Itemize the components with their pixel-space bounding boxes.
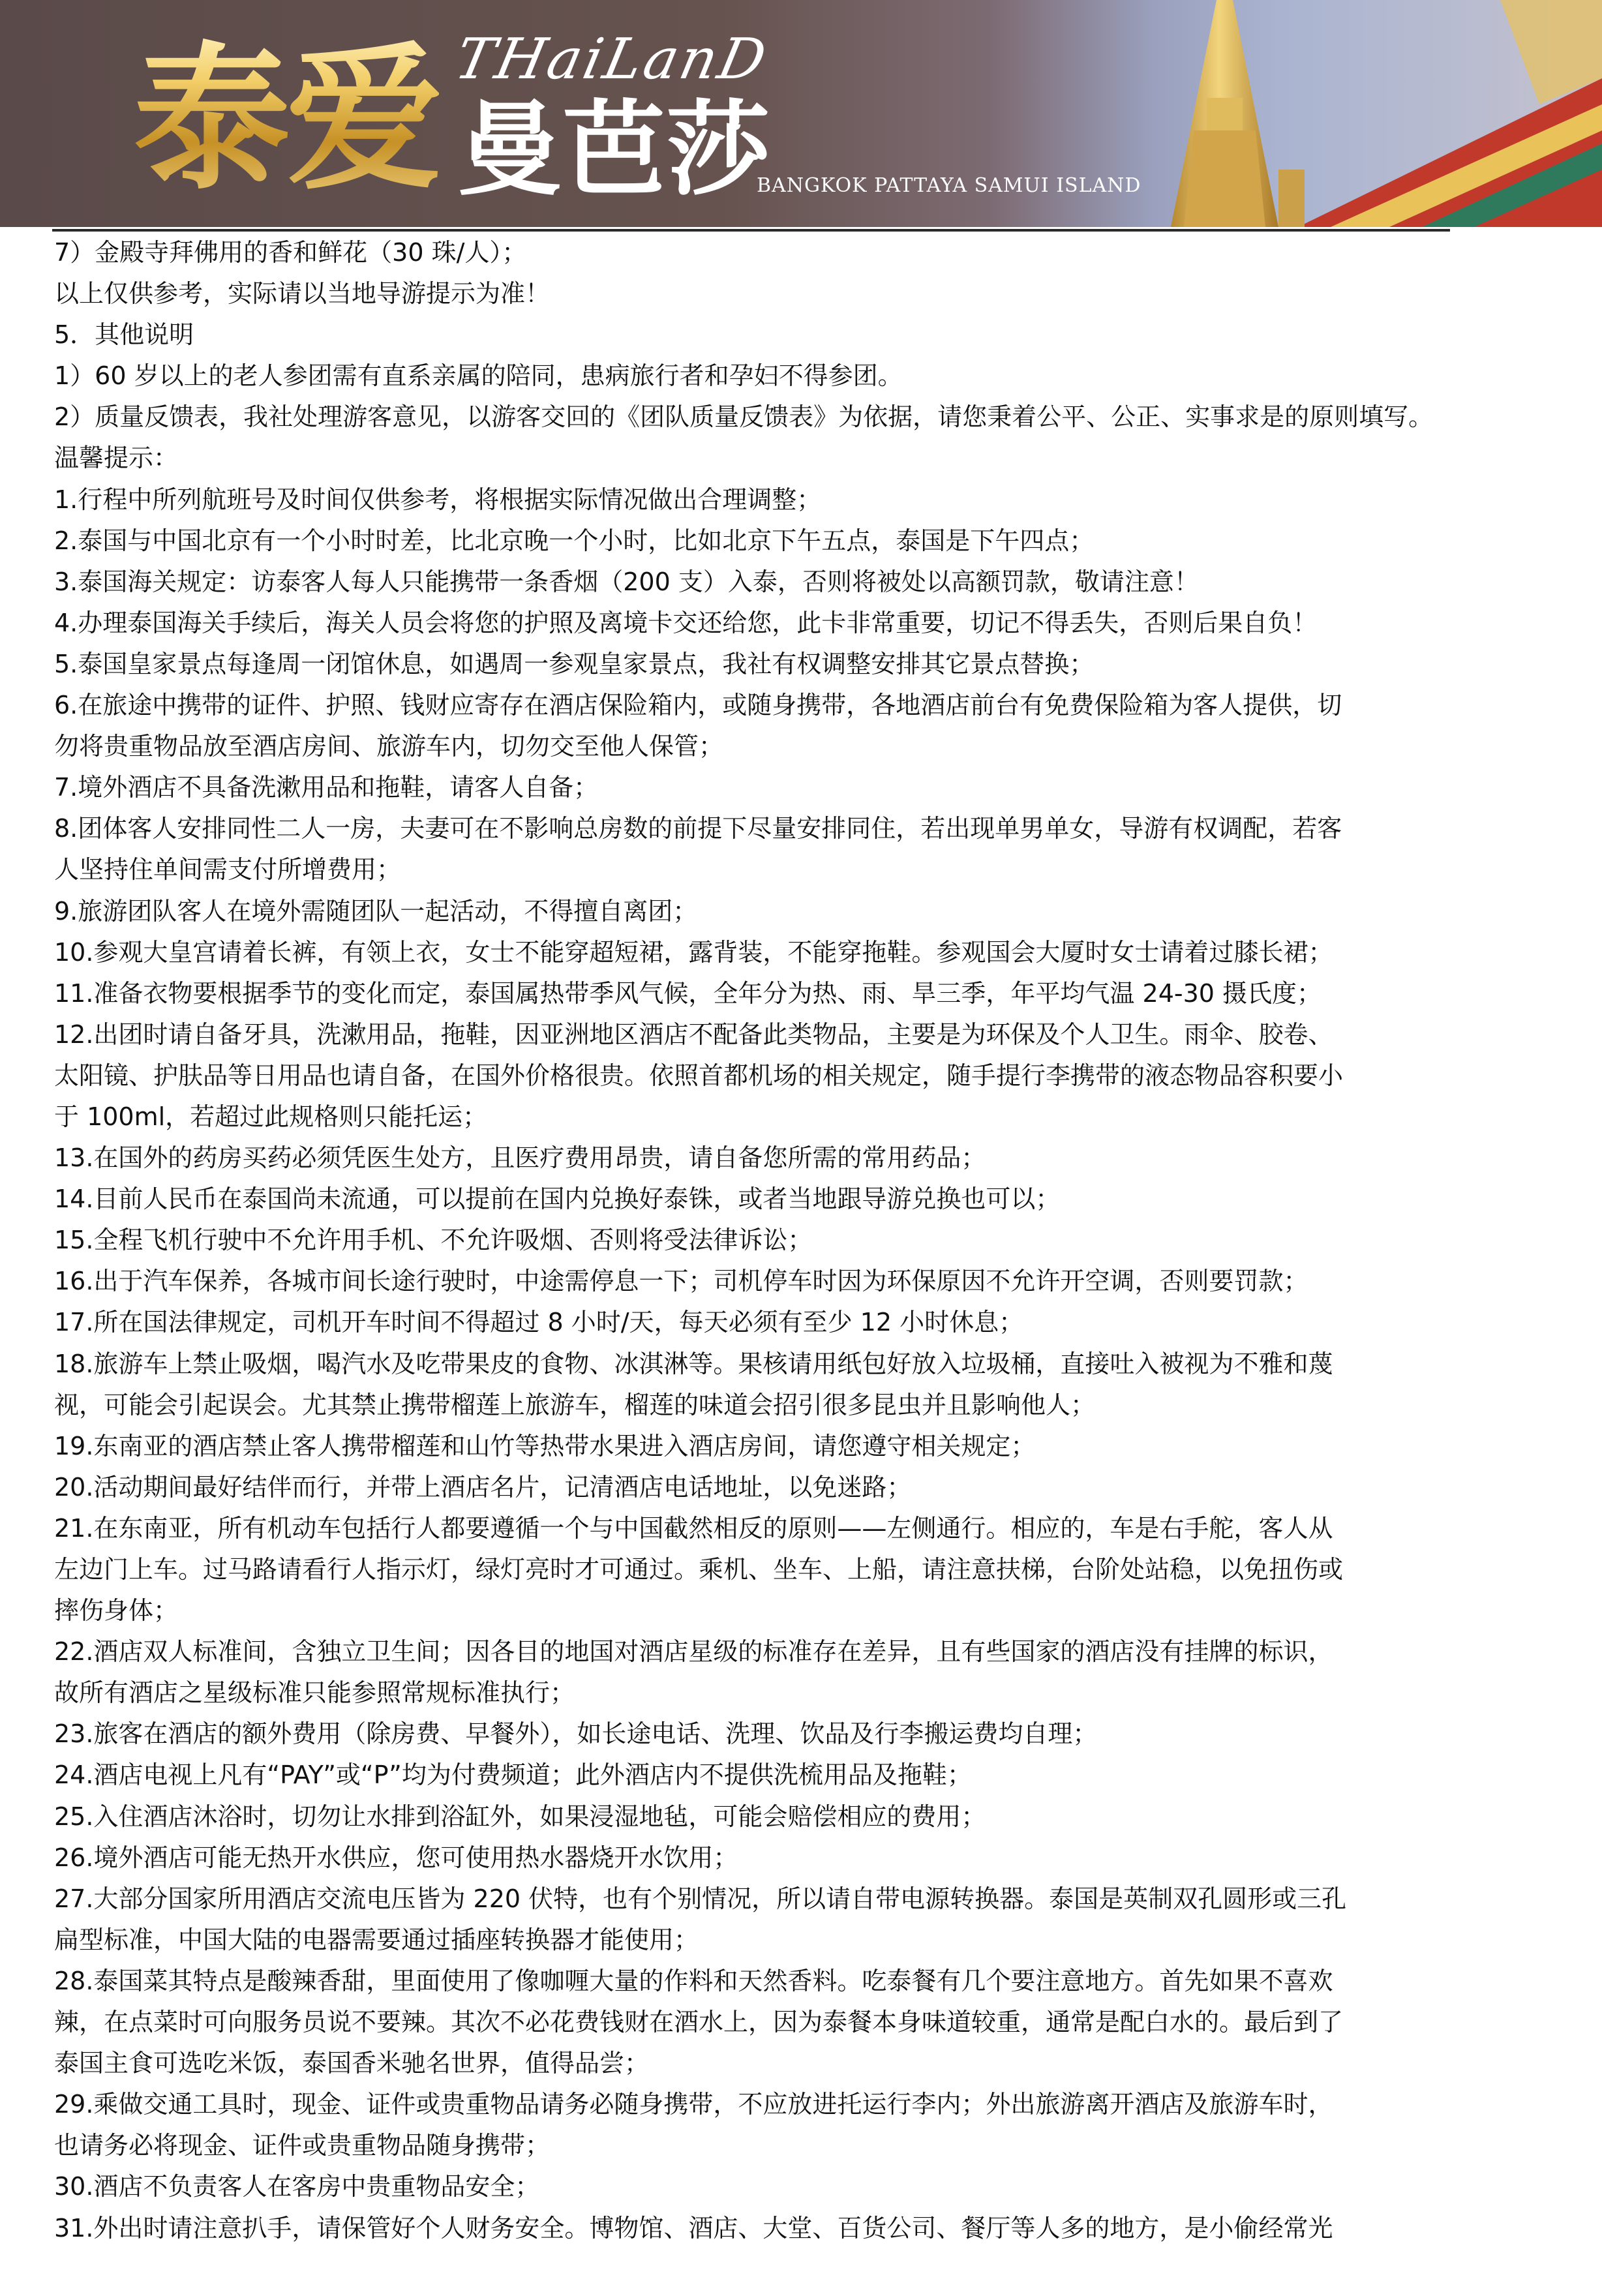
- brand-title-main: 泰爱: [134, 21, 439, 217]
- section-heading: 5．其他说明: [54, 320, 194, 350]
- text-line: 泰国主食可选吃米饭，泰国香米驰名世界，值得品尝；: [54, 2049, 650, 2078]
- text-line: 1）60 岁以上的老人参团需有直系亲属的陪同，患病旅行者和孕妇不得参团。: [54, 361, 903, 391]
- text-line: 人坚持住单间需支付所增费用；: [54, 855, 402, 884]
- text-line: 也请务必将现金、证件或贵重物品随身携带；: [54, 2131, 551, 2160]
- text-line: 19.东南亚的酒店禁止客人携带榴莲和山竹等热带水果进入酒店房间，请您遵守相关规定；: [54, 1431, 1036, 1460]
- text-line: 7）金殿寺拜佛用的香和鲜花（30 珠/人）；: [54, 238, 527, 267]
- text-line: 勿将贵重物品放至酒店房间、旅游车内，切勿交至他人保管；: [54, 732, 724, 761]
- text-line: [54, 2249, 1554, 2290]
- text-line: 24.酒店电视上凡有“PAY”或“P”均为付费频道；此外酒店内不提供洗梳用品及拖鞋；: [54, 1760, 972, 1790]
- text-line: 6.在旅途中携带的证件、护照、钱财应寄存在酒店保险箱内，或随身携带，各地酒店前台有免费保险箱为客人提供，切: [54, 691, 1342, 720]
- header-banner: [0, 0, 1602, 227]
- temple-illustration: [1083, 0, 1602, 227]
- text-line: 12.出团时请自备牙具，洗漱用品，拖鞋，因亚洲地区酒店不配备此类物品，主要是为环保及个人卫生。雨伞、胶卷、: [54, 1020, 1333, 1049]
- text-line: 29.乘做交通工具时，现金、证件或贵重物品请务必随身携带，不应放进托运行李内；外出旅游离开酒店及旅游车时，: [54, 2090, 1333, 2119]
- text-line: 26.境外酒店可能无热开水供应，您可使用热水器烧开水饮用；: [54, 1843, 738, 1872]
- text-line: 1.行程中所列航班号及时间仅供参考，将根据实际情况做出合理调整；: [54, 485, 822, 514]
- text-line: 27.大部分国家所用酒店交流电压皆为 220 伏特，也有个别情况，所以请自带电源转换器。泰国是英制双孔圆形或三孔: [54, 1884, 1347, 1913]
- text-line: 2）质量反馈表，我社处理游客意见，以游客交回的《团队质量反馈表》为依据，请您秉着公平、公正、实事求是的原则填写。: [54, 402, 1434, 432]
- text-line: 故所有酒店之星级标准只能参照常规标准执行；: [54, 1678, 575, 1708]
- text-line: 以上仅供参考，实际请以当地导游提示为准！: [54, 279, 551, 309]
- text-line: 20.活动期间最好结伴而行，并带上酒店名片，记清酒店电话地址，以免迷路；: [54, 1472, 912, 1502]
- section-heading: 温馨提示：: [54, 444, 179, 473]
- text-line: 3.泰国海关规定：访泰客人每人只能携带一条香烟（200 支）入泰，否则将被处以高额罚款，敬请注意！: [54, 567, 1199, 596]
- brand-script-word: THaiLanD: [449, 27, 774, 92]
- text-line: 5.泰国皇家景点每逢周一闭馆休息，如遇周一参观皇家景点，我社有权调整安排其它景点替换；: [54, 649, 1095, 678]
- text-line: 视，可能会引起误会。尤其禁止携带榴莲上旅游车，榴莲的味道会招引很多昆虫并且影响他人；: [54, 1390, 1096, 1419]
- text-line: 太阳镜、护肤品等日用品也请自备，在国外价格很贵。依照首都机场的相关规定，随手提行李携带的液态物品容积要小: [54, 1061, 1344, 1090]
- text-line: 8.团体客人安排同性二人一房，夫妻可在不影响总房数的前提下尽量安排同住，若出现单男单女，导游有权调配，若客: [54, 814, 1342, 843]
- text-line: 11.准备衣物要根据季节的变化而定，泰国属热带季风气候，全年分为热、雨、旱三季，年平均气温 24-30 摄氏度；: [54, 978, 1322, 1008]
- text-line: 25.入住酒店沐浴时，切勿让水排到浴缸外，如果浸湿地毡，可能会赔偿相应的费用；: [54, 1802, 986, 1831]
- text-line: 17.所在国法律规定，司机开车时间不得超过 8 小时/天，每天必须有至少 12 小时休息；: [54, 1308, 1024, 1337]
- text-line: 14.目前人民币在泰国尚未流通，可以提前在国内兑换好泰铢，或者当地跟导游兑换也可以；: [54, 1185, 1061, 1214]
- text-line: 7.境外酒店不具备洗漱用品和拖鞋，请客人自备；: [54, 773, 599, 802]
- brand-title-sub: 曼芭莎: [458, 89, 771, 210]
- text-line: 4.办理泰国海关手续后，海关人员会将您的护照及离境卡交还给您，此卡非常重要，切记不得丢失，否则后果自负！: [54, 608, 1318, 637]
- text-line: 28.泰国菜其特点是酸辣香甜，里面使用了像咖喱大量的作料和天然香料。吃泰餐有几个要注意地方。首先如果不喜欢: [54, 1966, 1333, 1995]
- text-line: 13.在国外的药房买药必须凭医生处方，且医疗费用昂贵，请自备您所需的常用药品；: [54, 1143, 986, 1173]
- text-line: 辣，在点菜时可向服务员说不要辣。其次不必花费钱财在酒水上，因为泰餐本身味道较重，通常是配白水的。最后到了: [54, 2008, 1344, 2037]
- text-line: 于 100ml，若超过此规格则只能托运；: [54, 1102, 488, 1131]
- text-line: 16.出于汽车保养，各城市间长途行驶时，中途需停息一下；司机停车时因为环保原因不允许开空调，否则要罚款；: [54, 1267, 1308, 1296]
- brand-tagline: BANGKOK PATTAYA SAMUI ISLAND: [757, 174, 1141, 197]
- text-line: 18.旅游车上禁止吸烟，喝汽水及吃带果皮的食物、冰淇淋等。果核请用纸包好放入垃圾桶，直接吐入被视为不雅和蔑: [54, 1349, 1333, 1378]
- document-body: [54, 232, 1554, 2290]
- text-line: 扁型标准，中国大陆的电器需要通过插座转换器才能使用；: [54, 1925, 699, 1954]
- text-line: 9.旅游团队客人在境外需随团队一起活动，不得擅自离团；: [54, 896, 698, 926]
- text-line: 31.外出时请注意扒手，请保管好个人财务安全。博物馆、酒店、大堂、百货公司、餐厅等人多的地方，是小偷经常光: [54, 2213, 1333, 2243]
- header-divider: [52, 229, 1450, 232]
- text-line: 22.酒店双人标准间，含独立卫生间；因各目的地国对酒店星级的标准存在差异，且有些国家的酒店没有挂牌的标识，: [54, 1637, 1333, 1667]
- text-line: 23.旅客在酒店的额外费用（除房费、早餐外），如长途电话、洗理、饮品及行李搬运费均自理；: [54, 1719, 1098, 1749]
- text-line: 2.泰国与中国北京有一个小时时差，比北京晚一个小时，比如北京下午五点，泰国是下午四点；: [54, 526, 1095, 555]
- text-line: 21.在东南亚，所有机动车包括行人都要遵循一个与中国截然相反的原则——左侧通行。相应的，车是右手舵，客人从: [54, 1513, 1333, 1543]
- text-line: 30.酒店不负责客人在客房中贵重物品安全；: [54, 2172, 540, 2201]
- text-line: 摔伤身体；: [54, 1596, 179, 1625]
- text-line: 左边门上车。过马路请看行人指示灯，绿灯亮时才可通过。乘机、坐车、上船，请注意扶梯，台阶处站稳，以免扭伤或: [54, 1555, 1344, 1584]
- text-line: 10.参观大皇宫请着长裤，有领上衣，女士不能穿超短裙，露背装，不能穿拖鞋。参观国会大厦时女士请着过膝长裙；: [54, 937, 1333, 967]
- text-line: 15.全程飞机行驶中不允许用手机、不允许吸烟、否则将受法律诉讼；: [54, 1226, 813, 1255]
